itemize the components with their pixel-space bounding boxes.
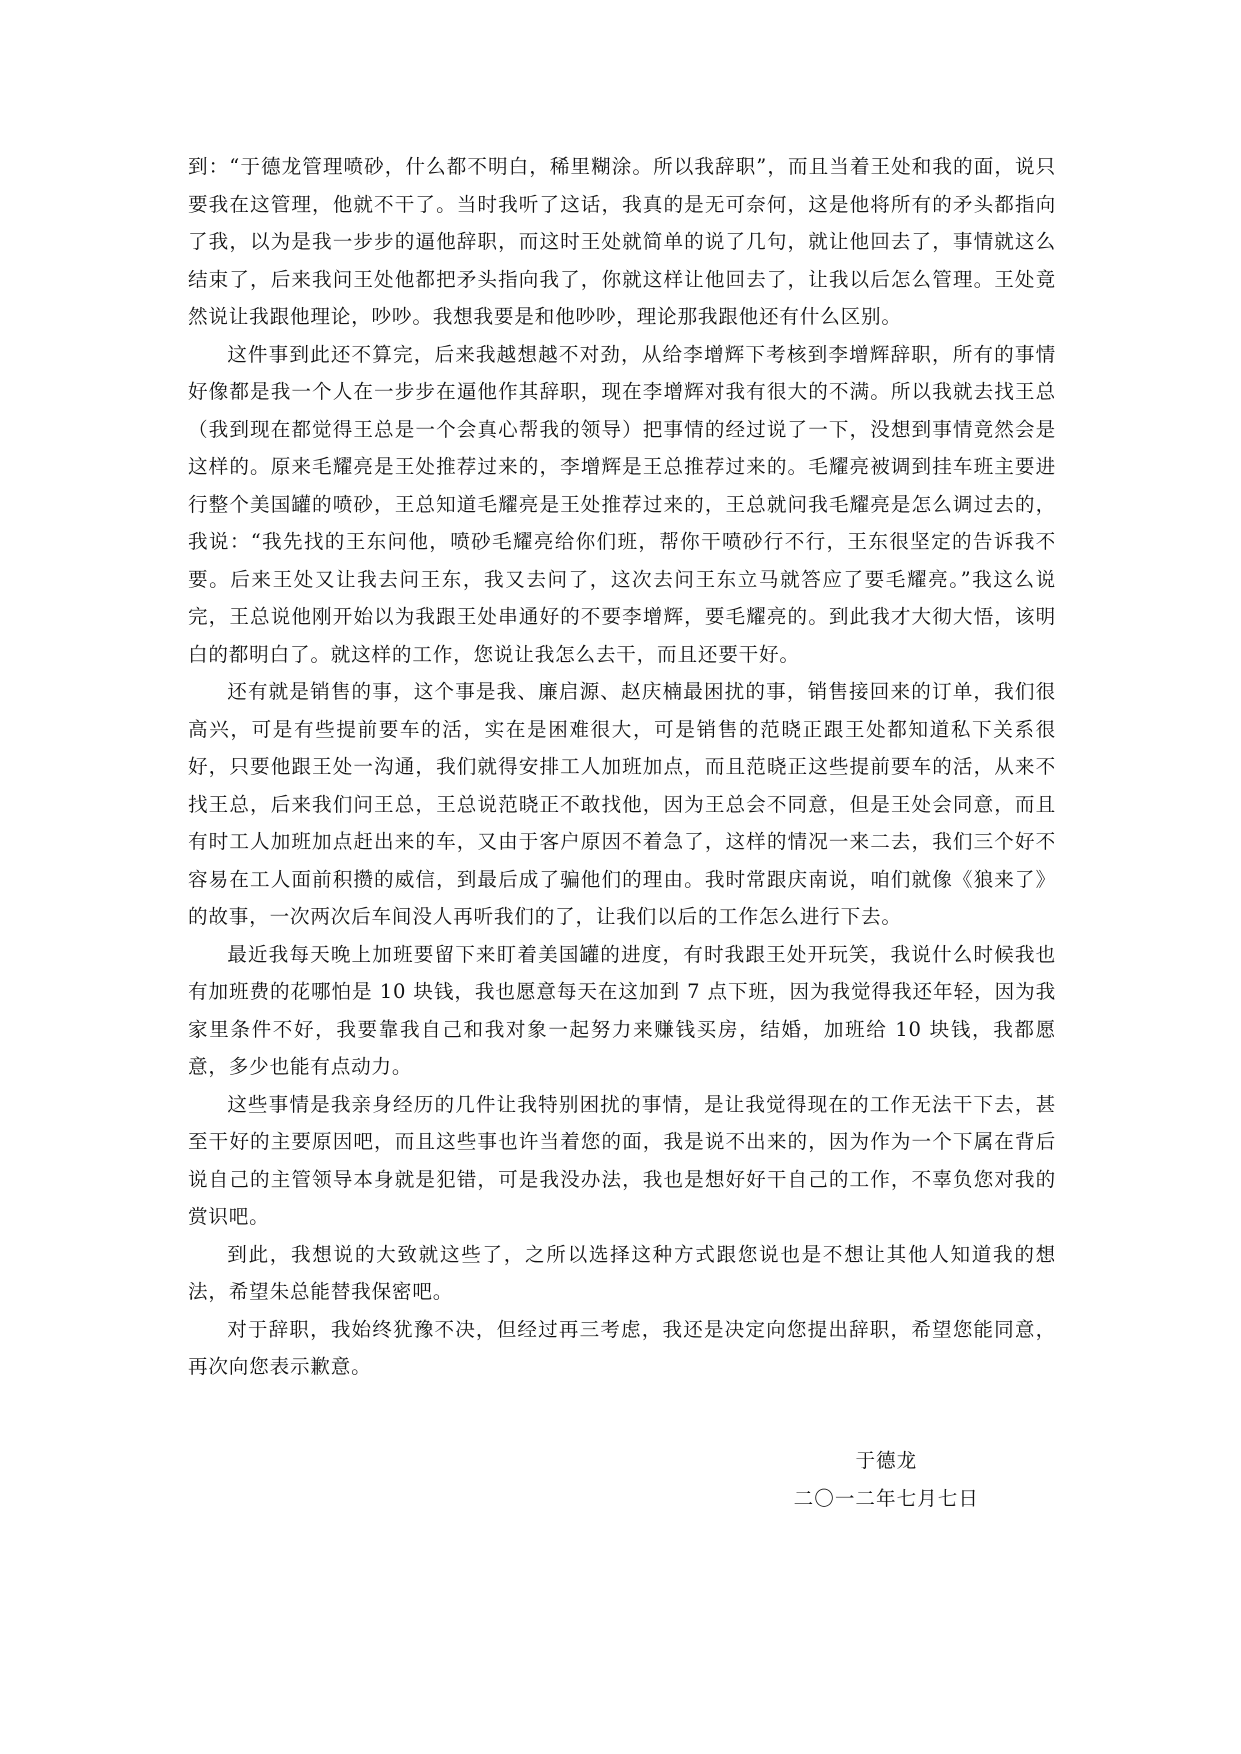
paragraph-confidential: 到此，我想说的大致就这些了，之所以选择这种方式跟您说也是不想让其他人知道我的想法，希望朱总能替我保密吧。 xyxy=(188,1242,1056,1303)
paragraph-sales: 还有就是销售的事，这个事是我、廉启源、赵庆楠最困扰的事，销售接回来的订单，我们很高兴，可是有些提前要车的活，实在是困难很大，可是销售的范晓正跟王处都知道私下关系很好，只要他跟王处一沟通，我们就得安排工人加班加点，而且范晓正这些提前要车的活，从来不找王总，后来我们问王总，王总说范晓正不敢找他，因为王总会不同意，但是王处会同意，而且有时工人加班加点赶出来的车，又由于客户原因不着急了，这样的情况一来二去，我们三个好不容易在工人面前积攒的威信，到最后成了骗他们的理由。我时常跟庆南说，咱们就像《狼来了》的故事，一次两次后车间没人再听我们的了，让我们以后的工作怎么进行下去。 xyxy=(188,680,1056,928)
paragraph-reasons: 这些事情是我亲身经历的几件让我特别困扰的事情，是让我觉得现在的工作无法干下去，甚至干好的主要原因吧，而且这些事也许当着您的面，我是说不出来的，因为作为一个下属在背后说自己的主管领导本身就是犯错，可是我没办法，我也是想好好干自己的工作，不辜负您对我的赏识吧。 xyxy=(188,1092,1056,1228)
paragraph-continuation: 到：“于德龙管理喷砂，什么都不明白，稀里糊涂。所以我辞职”，而且当着王处和我的面，说只要我在这管理，他就不干了。当时我听了这话，我真的是无可奈何，这是他将所有的矛头都指向了我，以为是我一步步的逼他辞职，而这时王处就简单的说了几句，就让他回去了，事情就这么结束了，后来我问王处他都把矛头指向我了，你就这样让他回去了，让我以后怎么管理。王处竟然说让我跟他理论，吵吵。我想我要是和他吵吵，理论那我跟他还有什么区别。 xyxy=(188,155,1056,328)
paragraph-li-zenghui: 这件事到此还不算完，后来我越想越不对劲，从给李增辉下考核到李增辉辞职，所有的事情好像都是我一个人在一步步在逼他作其辞职，现在李增辉对我有很大的不满。所以我就去找王总（我到现在都觉得王总是一个会真心帮我的领导）把事情的经过说了一下，没想到事情竟然会是这样的。原来毛耀亮是王处推荐过来的，李增辉是王总推荐过来的。毛耀亮被调到挂车班主要进行整个美国罐的喷砂，王总知道毛耀亮是王处推荐过来的，王总就问我毛耀亮是怎么调过去的，我说：“我先找的王东问他，喷砂毛耀亮给你们班，帮你干喷砂行不行，王东很坚定的告诉我不要。后来王处又让我去问王东，我又去问了，这次去问王东立马就答应了要毛耀亮。”我这么说完，王总说他刚开始以为我跟王处串通好的不要李增辉，要毛耀亮的。到此我才大彻大悟，该明白的都明白了。就这样的工作，您说让我怎么去干，而且还要干好。 xyxy=(188,342,1056,666)
paragraph-resignation: 对于辞职，我始终犹豫不决，但经过再三考虑，我还是决定向您提出辞职，希望您能同意，再次向您表示歉意。 xyxy=(188,1317,1056,1378)
signature-block xyxy=(794,1442,979,1518)
signature-date: 二〇一二年七月七日 xyxy=(793,1487,979,1510)
signature-name: 于德龙 xyxy=(855,1449,918,1472)
paragraph-overtime: 最近我每天晚上加班要留下来盯着美国罐的进度，有时我跟王处开玩笑，我说什么时候我也有加班费的花哪怕是 10 块钱，我也愿意每天在这加到 7 点下班，因为我觉得我还年轻，因为我家里条件不好，我要靠我自己和我对象一起努力来赚钱买房，结婚，加班给 10 块钱，我都愿意，多少也能有点动力。 xyxy=(188,942,1056,1078)
letter-body xyxy=(188,148,1056,1386)
